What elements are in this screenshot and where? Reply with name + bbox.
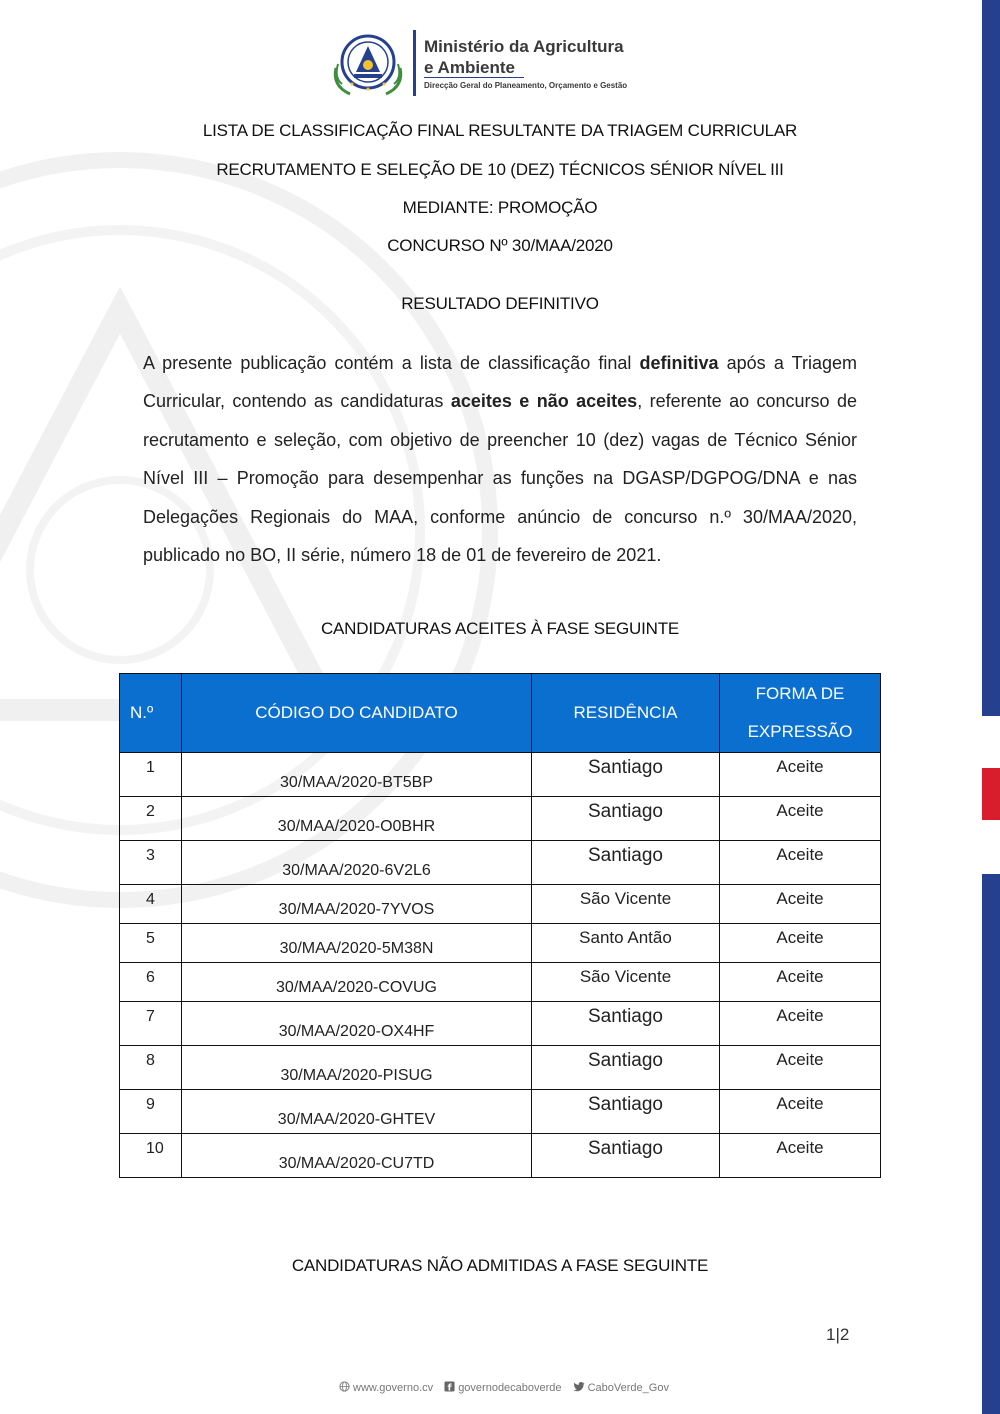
footer bbox=[0, 1381, 1000, 1395]
cell-form: Aceite bbox=[720, 1002, 881, 1046]
cell-num: 2 bbox=[120, 797, 182, 841]
cell-num: 5 bbox=[120, 924, 182, 963]
cell-residence: Santiago bbox=[532, 1090, 720, 1134]
twitter-icon bbox=[573, 1382, 585, 1395]
intro-paragraph bbox=[143, 344, 857, 574]
cell-residence: Santiago bbox=[532, 1002, 720, 1046]
header-form: FORMA DE EXPRESSÃO bbox=[720, 674, 881, 753]
not-admitted-heading: CANDIDATURAS NÃO ADMITIDAS A FASE SEGUINTE bbox=[291, 1256, 709, 1275]
ministry-name-line1: Ministério da Agricultura bbox=[424, 37, 624, 56]
table-row bbox=[120, 924, 881, 963]
table-row bbox=[120, 885, 881, 924]
cell-code: 30/MAA/2020-PISUG bbox=[182, 1046, 532, 1090]
cell-form: Aceite bbox=[720, 1134, 881, 1178]
cell-num: 10 bbox=[120, 1134, 182, 1178]
footer-twitter[interactable]: CaboVerde_Gov bbox=[587, 1381, 669, 1394]
header-code: CÓDIGO DO CANDIDATO bbox=[182, 674, 532, 753]
contest-number: CONCURSO Nº 30/MAA/2020 bbox=[387, 236, 613, 255]
cell-code: 30/MAA/2020-BT5BP bbox=[182, 753, 532, 797]
table-row bbox=[120, 963, 881, 1002]
intro-bold-1: definitiva bbox=[639, 353, 719, 373]
document-subtitle: RECRUTAMENTO E SELEÇÃO DE 10 (DEZ) TÉCNICOS SÉNIOR NÍVEL III bbox=[216, 160, 784, 179]
header-num: N.º bbox=[120, 674, 182, 753]
document-title: LISTA DE CLASSIFICAÇÃO FINAL RESULTANTE DA TRIAGEM CURRICULAR bbox=[202, 121, 798, 140]
ministry-underline bbox=[424, 77, 524, 78]
cell-code: 30/MAA/2020-7YVOS bbox=[182, 885, 532, 924]
cell-form: Aceite bbox=[720, 1046, 881, 1090]
table-row bbox=[120, 841, 881, 885]
page-number: 1|2 bbox=[826, 1325, 850, 1344]
candidates-table bbox=[119, 673, 881, 1178]
directorate-name: Direcção Geral do Planeamento, Orçamento e Gestão bbox=[424, 81, 628, 90]
cell-residence: Santiago bbox=[532, 1046, 720, 1090]
intro-bold-2: aceites e não aceites bbox=[450, 391, 638, 412]
table-header-row bbox=[120, 674, 881, 753]
cell-form: Aceite bbox=[720, 963, 881, 1002]
cell-residence: Santiago bbox=[532, 841, 720, 885]
header-residence: RESIDÊNCIA bbox=[532, 674, 720, 753]
table-row bbox=[120, 1090, 881, 1134]
cell-form: Aceite bbox=[720, 924, 881, 963]
coat-of-arms-logo bbox=[328, 28, 408, 98]
table-row bbox=[120, 797, 881, 841]
logo-divider bbox=[413, 30, 416, 96]
cell-num: 9 bbox=[120, 1090, 182, 1134]
cell-form: Aceite bbox=[720, 841, 881, 885]
side-stripe-blue-top bbox=[982, 0, 1000, 716]
cell-residence: São Vicente bbox=[532, 963, 720, 1002]
cell-form: Aceite bbox=[720, 1090, 881, 1134]
cell-form: Aceite bbox=[720, 885, 881, 924]
facebook-icon bbox=[444, 1381, 455, 1395]
intro-text-1: A presente publicação contém a lista de classificação final bbox=[143, 353, 640, 373]
globe-icon bbox=[339, 1381, 350, 1395]
ministry-name bbox=[424, 36, 624, 78]
cell-residence: São Vicente bbox=[532, 885, 720, 924]
cell-code: 30/MAA/2020-OX4HF bbox=[182, 1002, 532, 1046]
side-stripe-red bbox=[982, 768, 1000, 820]
cell-form: Aceite bbox=[720, 753, 881, 797]
intro-text-3: , referente ao concurso de recrutamento e seleção, com objetivo de preencher 10 (dez) vagas de Técnico Sénior Nível III – Promoção para desempenhar as funções na DGASP/DGPOG/DNA e nas Delegações Regionais do MAA, conforme anúncio de concurso n.º 30/MAA/2020, publicado no BO, II série, número 18 de 01 de fevereiro de 2021. bbox=[143, 391, 857, 566]
cell-code: 30/MAA/2020-GHTEV bbox=[182, 1090, 532, 1134]
cell-residence: Santiago bbox=[532, 753, 720, 797]
footer-website[interactable]: www.governo.cv bbox=[353, 1381, 434, 1394]
cell-code: 30/MAA/2020-5M38N bbox=[182, 924, 532, 963]
cell-num: 8 bbox=[120, 1046, 182, 1090]
cell-form: Aceite bbox=[720, 797, 881, 841]
cell-num: 4 bbox=[120, 885, 182, 924]
cell-num: 1 bbox=[120, 753, 182, 797]
document-modality: MEDIANTE: PROMOÇÃO bbox=[402, 198, 598, 217]
result-heading: RESULTADO DEFINITIVO bbox=[401, 294, 599, 313]
cell-code: 30/MAA/2020-COVUG bbox=[182, 963, 532, 1002]
table-row bbox=[120, 1002, 881, 1046]
svg-text:f: f bbox=[447, 1382, 452, 1392]
intro-text-2: após a Triagem Curricular, contendo as candidaturas bbox=[143, 353, 857, 412]
cell-residence: Santiago bbox=[532, 1134, 720, 1178]
cell-code: 30/MAA/2020-CU7TD bbox=[182, 1134, 532, 1178]
cell-num: 6 bbox=[120, 963, 182, 1002]
cell-num: 3 bbox=[120, 841, 182, 885]
ministry-name-line2: e Ambiente bbox=[424, 58, 516, 77]
accepted-heading: CANDIDATURAS ACEITES À FASE SEGUINTE bbox=[320, 619, 680, 638]
cell-residence: Santiago bbox=[532, 797, 720, 841]
cell-code: 30/MAA/2020-O0BHR bbox=[182, 797, 532, 841]
side-stripe-blue-bottom bbox=[982, 874, 1000, 1414]
cell-residence: Santo Antão bbox=[532, 924, 720, 963]
table-row bbox=[120, 753, 881, 797]
cell-num: 7 bbox=[120, 1002, 182, 1046]
cell-code: 30/MAA/2020-6V2L6 bbox=[182, 841, 532, 885]
table-row bbox=[120, 1046, 881, 1090]
footer-facebook[interactable]: governodecaboverde bbox=[458, 1381, 562, 1394]
table-row bbox=[120, 1134, 881, 1178]
